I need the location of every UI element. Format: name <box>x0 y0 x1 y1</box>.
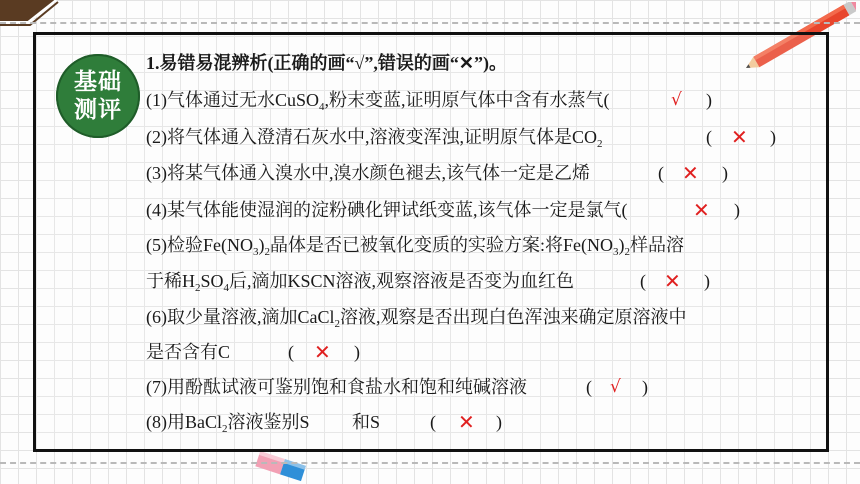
heading-number: 1 <box>146 53 155 73</box>
item-2 <box>146 121 826 153</box>
item-3 <box>146 157 826 189</box>
item-8-cross-mark: ✕ <box>458 410 475 434</box>
item-8-text-c: 和S <box>352 412 381 432</box>
item-2-open-paren: ( <box>706 127 712 147</box>
item-1-text: (1)气体通过无水CuSO <box>146 90 320 110</box>
item-1-tail: ,粉末变蓝,证明原气体中含有水蒸气( <box>324 90 610 110</box>
item-2-subscript: 2 <box>597 138 603 150</box>
badge-line-2: 测评 <box>74 97 122 123</box>
heading-text: .易错易混辨析(正确的画“√”,错误的画“✕”)。 <box>155 53 507 73</box>
item-1-subscript: 4 <box>319 101 325 113</box>
item-5-text-g: SO <box>200 271 224 291</box>
top-dashed-line <box>0 22 860 24</box>
item-5-text-a: (5)检验Fe(NO <box>146 235 253 255</box>
item-5-text-d: ) <box>618 235 625 255</box>
item-4-close-paren: ) <box>734 200 740 220</box>
item-6-cross-mark: ✕ <box>314 340 331 364</box>
item-8-text-a: (8)用BaCl <box>146 412 222 432</box>
item-5-sub-6: 4 <box>223 282 230 294</box>
item-5-text-f: 于稀H <box>146 271 195 291</box>
item-3-open-paren: ( <box>658 163 664 183</box>
item-5-line-1 <box>146 229 684 261</box>
item-5-text-e: 样品溶 <box>629 235 684 255</box>
item-6-open-paren: ( <box>288 342 294 362</box>
item-5-cross-mark: ✕ <box>664 269 681 293</box>
item-5-sub-1: 3 <box>252 246 259 258</box>
item-5-sub-4: 2 <box>624 246 630 258</box>
section-badge <box>56 54 140 138</box>
item-5-open-paren: ( <box>640 271 646 291</box>
item-6-text-a: (6)取少量溶液,滴加CaCl <box>146 307 335 327</box>
item-6-text-c: 是否含有C <box>146 342 231 362</box>
item-5-sub-2: 2 <box>264 246 270 258</box>
item-5-sub-3: 3 <box>612 246 619 258</box>
item-6-line-2 <box>146 336 826 368</box>
item-6-text-b: 溶液,观察是否出现白色浑浊来确定原溶液中 <box>340 307 687 327</box>
item-8-close-paren: ) <box>496 412 502 432</box>
heading-line <box>146 47 507 79</box>
item-6-close-paren: ) <box>354 342 360 362</box>
item-1-check-mark: √ <box>671 90 682 110</box>
item-2-cross-mark: ✕ <box>731 125 748 149</box>
item-1-close-paren: ) <box>706 90 712 110</box>
item-7 <box>146 371 826 403</box>
item-5-sub-5: 2 <box>195 282 201 294</box>
item-4 <box>146 194 826 226</box>
book-corner-icon <box>0 0 60 30</box>
item-8 <box>146 406 826 438</box>
item-7-open-paren: ( <box>586 377 592 397</box>
item-8-text-b: 溶液鉴别S <box>227 412 310 432</box>
item-7-text: (7)用酚酞试液可鉴别饱和食盐水和饱和纯碱溶液 <box>146 377 527 397</box>
item-3-cross-mark: ✕ <box>682 161 699 185</box>
item-6-line-1 <box>146 301 687 333</box>
item-3-close-paren: ) <box>722 163 728 183</box>
item-5-text-c: 晶体是否已被氧化变质的实验方案:将Fe(NO <box>269 235 613 255</box>
item-5-line-2 <box>146 265 826 297</box>
item-7-close-paren: ) <box>642 377 648 397</box>
item-5-text-b: ) <box>258 235 265 255</box>
bottom-dashed-line <box>0 462 860 464</box>
item-7-check-mark: √ <box>610 377 621 397</box>
item-8-open-paren: ( <box>430 412 436 432</box>
item-5-text-h: 后,滴加KSCN溶液,观察溶液是否变为血红色 <box>229 271 575 291</box>
badge-line-1: 基础 <box>74 69 122 95</box>
item-1 <box>146 84 826 116</box>
item-6-sub: 2 <box>334 318 340 330</box>
item-2-text: (2)将气体通入澄清石灰水中,溶液变浑浊,证明原气体是CO <box>146 127 597 147</box>
item-5-close-paren: ) <box>704 271 710 291</box>
item-4-cross-mark: ✕ <box>693 198 710 222</box>
item-4-text: (4)某气体能使湿润的淀粉碘化钾试纸变蓝,该气体一定是氯气( <box>146 200 628 220</box>
eraser-icon <box>252 452 308 484</box>
item-2-close-paren: ) <box>770 127 776 147</box>
item-3-text: (3)将某气体通入溴水中,溴水颜色褪去,该气体一定是乙烯 <box>146 163 590 183</box>
item-8-sub: 2 <box>222 423 228 435</box>
